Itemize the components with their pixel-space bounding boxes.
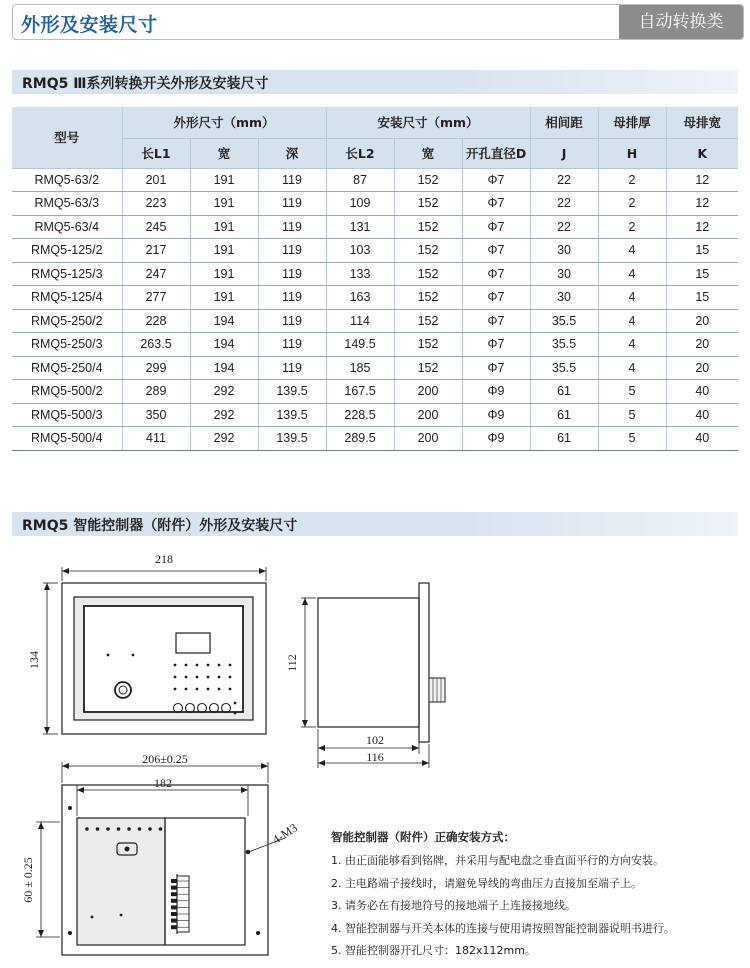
table-cell: 114	[326, 309, 394, 333]
table-cell: 289.5	[326, 427, 394, 451]
table-cell: 292	[190, 427, 258, 451]
table-cell: Φ9	[462, 403, 530, 427]
table-cell: 152	[394, 262, 462, 286]
table-cell: 15	[666, 239, 738, 263]
dim-mount-width: 182	[154, 776, 172, 790]
table-cell: 109	[326, 192, 394, 216]
model-cell: RMQ5-125/4	[12, 286, 122, 310]
table-cell: 133	[326, 262, 394, 286]
table-cell: 40	[666, 403, 738, 427]
front-view	[43, 567, 266, 734]
table-cell: 191	[190, 215, 258, 239]
notes-item: 2. 主电路端子接线时，请避免导线的弯曲压力直接加至端子上。	[331, 876, 642, 890]
table-cell: 139.5	[258, 380, 326, 404]
table-cell: 191	[190, 168, 258, 192]
table-cell: Φ7	[462, 286, 530, 310]
table-cell: Φ9	[462, 427, 530, 451]
table-cell: 119	[258, 192, 326, 216]
table-cell: 163	[326, 286, 394, 310]
header-phase-spacing: 相间距	[530, 107, 598, 138]
table-cell: 40	[666, 380, 738, 404]
header-busbar-thickness: 母排厚	[598, 107, 666, 138]
table-cell: 20	[666, 356, 738, 380]
model-cell: RMQ5-500/3	[12, 403, 122, 427]
table-cell: 152	[394, 192, 462, 216]
table-row	[12, 239, 738, 263]
notes-title: 智能控制器（附件）正确安装方式：	[331, 830, 515, 844]
table-cell: 4	[598, 262, 666, 286]
table-row	[12, 309, 738, 333]
table-cell: 4	[598, 239, 666, 263]
table-cell: 228	[122, 309, 190, 333]
header-busbar-width: 母排宽	[666, 107, 738, 138]
page-header	[12, 4, 744, 40]
model-cell: RMQ5-500/2	[12, 380, 122, 404]
notes-item: 5. 智能控制器开孔尺寸：182x112mm。	[331, 944, 536, 957]
dim-screw-label: 4-M3	[269, 820, 300, 847]
table-cell: 2	[598, 168, 666, 192]
table-row	[12, 427, 738, 451]
table-cell: Φ7	[462, 262, 530, 286]
table-cell: 185	[326, 356, 394, 380]
table-row	[12, 192, 738, 216]
table-cell: 152	[394, 215, 462, 239]
table-cell: 4	[598, 309, 666, 333]
table-cell: 119	[258, 168, 326, 192]
table-cell: 12	[666, 192, 738, 216]
table-cell: 119	[258, 333, 326, 357]
table-cell: 5	[598, 403, 666, 427]
table-cell: 5	[598, 380, 666, 404]
table-cell: 61	[530, 380, 598, 404]
subheader: 开孔直径D	[462, 138, 530, 168]
table-cell: 200	[394, 380, 462, 404]
table-row	[12, 380, 738, 404]
model-cell: RMQ5-250/3	[12, 333, 122, 357]
table-cell: 223	[122, 192, 190, 216]
model-cell: RMQ5-63/3	[12, 192, 122, 216]
table-cell: 247	[122, 262, 190, 286]
notes-item: 4. 智能控制器与开关本体的连接与使用请按照智能控制器说明书进行。	[331, 921, 675, 935]
table-cell: 152	[394, 286, 462, 310]
table-cell: 119	[258, 309, 326, 333]
table-row	[12, 215, 738, 239]
table-cell: 139.5	[258, 427, 326, 451]
model-cell: RMQ5-63/4	[12, 215, 122, 239]
notes-item: 1. 由正面能够看到铭牌，并采用与配电盘之垂直面平行的方向安装。	[331, 854, 664, 867]
table-cell: 152	[394, 168, 462, 192]
table-cell: 40	[666, 427, 738, 451]
table-cell: 292	[190, 380, 258, 404]
table-cell: 2	[598, 215, 666, 239]
header-outline: 外形尺寸（mm）	[122, 107, 326, 138]
subheader: K	[666, 138, 738, 168]
table-cell: 200	[394, 427, 462, 451]
table-row	[12, 286, 738, 310]
dim-mount-height-tol: 60 ± 0.25	[21, 857, 35, 903]
installation-notes	[331, 829, 736, 967]
model-cell: RMQ5-250/4	[12, 356, 122, 380]
table-cell: 119	[258, 239, 326, 263]
table-cell: 167.5	[326, 380, 394, 404]
model-cell: RMQ5-125/3	[12, 262, 122, 286]
table-cell: 22	[530, 215, 598, 239]
table-cell: 277	[122, 286, 190, 310]
table-cell: 152	[394, 309, 462, 333]
table-cell: 217	[122, 239, 190, 263]
table-cell: 245	[122, 215, 190, 239]
section-title-2: RMQ5 智能控制器（附件）外形及安装尺寸	[22, 518, 298, 534]
table-cell: 191	[190, 286, 258, 310]
table-cell: 119	[258, 215, 326, 239]
table-cell: Φ7	[462, 356, 530, 380]
table-cell: 149.5	[326, 333, 394, 357]
subheader: 宽	[394, 138, 462, 168]
table-cell: 299	[122, 356, 190, 380]
table-cell: Φ7	[462, 239, 530, 263]
table-cell: 201	[122, 168, 190, 192]
table-cell: 191	[190, 239, 258, 263]
table-cell: 200	[394, 403, 462, 427]
table-cell: 30	[530, 239, 598, 263]
dim-mount-width-tol: 206±0.25	[142, 752, 188, 766]
table-cell: 12	[666, 215, 738, 239]
table-cell: 289	[122, 380, 190, 404]
dim-side-height: 112	[285, 654, 299, 672]
table-cell: 2	[598, 192, 666, 216]
table-cell: 61	[530, 403, 598, 427]
table-cell: 4	[598, 356, 666, 380]
category-badge: 自动转换类	[619, 5, 743, 39]
table-cell: 292	[190, 403, 258, 427]
table-cell: 350	[122, 403, 190, 427]
table-cell: 152	[394, 356, 462, 380]
model-cell: RMQ5-500/4	[12, 427, 122, 451]
table-cell: 228.5	[326, 403, 394, 427]
table-cell: Φ7	[462, 215, 530, 239]
table-cell: 263.5	[122, 333, 190, 357]
table-cell: 4	[598, 286, 666, 310]
model-cell: RMQ5-125/2	[12, 239, 122, 263]
table-row	[12, 333, 738, 357]
subheader: 长L2	[326, 138, 394, 168]
dim-front-width: 218	[155, 552, 173, 566]
table-cell: 35.5	[530, 333, 598, 357]
table-row	[12, 356, 738, 380]
table-cell: 22	[530, 192, 598, 216]
table-cell: 30	[530, 286, 598, 310]
table-cell: 119	[258, 262, 326, 286]
page-title: 外形及安装尺寸	[21, 14, 158, 36]
table-cell: 131	[326, 215, 394, 239]
dim-side-depth-inner: 102	[366, 733, 384, 747]
table-cell: 152	[394, 239, 462, 263]
section-title-bar-2	[12, 512, 738, 536]
table-cell: Φ7	[462, 333, 530, 357]
table-cell: 119	[258, 286, 326, 310]
spec-table	[12, 107, 738, 451]
dim-side-depth-outer: 116	[366, 750, 384, 764]
table-cell: 194	[190, 333, 258, 357]
table-cell: 15	[666, 262, 738, 286]
table-cell: 87	[326, 168, 394, 192]
table-cell: 411	[122, 427, 190, 451]
subheader: 深	[258, 138, 326, 168]
mounting-view	[36, 762, 285, 955]
table-cell: 4	[598, 333, 666, 357]
subheader: J	[530, 138, 598, 168]
table-cell: Φ7	[462, 168, 530, 192]
header-install: 安装尺寸（mm）	[326, 107, 530, 138]
section-title-1: RMQ5 Ⅲ系列转换开关外形及安装尺寸	[22, 76, 269, 92]
notes-item: 3. 请务必在有接地符号的接地端子上连接接地线。	[331, 899, 576, 912]
table-cell: 191	[190, 262, 258, 286]
table-row	[12, 168, 738, 192]
table-row	[12, 403, 738, 427]
table-cell: 191	[190, 192, 258, 216]
table-cell: 152	[394, 333, 462, 357]
header-model: 型号	[12, 107, 122, 168]
table-cell: 194	[190, 309, 258, 333]
table-row	[12, 262, 738, 286]
table-cell: 35.5	[530, 309, 598, 333]
table-cell: 15	[666, 286, 738, 310]
table-cell: 103	[326, 239, 394, 263]
table-cell: 12	[666, 168, 738, 192]
subheader: 宽	[190, 138, 258, 168]
table-cell: 35.5	[530, 356, 598, 380]
table-cell: Φ9	[462, 380, 530, 404]
table-cell: 61	[530, 427, 598, 451]
model-cell: RMQ5-63/2	[12, 168, 122, 192]
table-cell: 5	[598, 427, 666, 451]
model-cell: RMQ5-250/2	[12, 309, 122, 333]
table-cell: 30	[530, 262, 598, 286]
section-title-bar-1	[12, 70, 738, 94]
dim-front-height: 134	[27, 651, 41, 669]
table-cell: Φ7	[462, 309, 530, 333]
table-cell: 139.5	[258, 403, 326, 427]
table-cell: 194	[190, 356, 258, 380]
table-cell: 20	[666, 309, 738, 333]
subheader: 长L1	[122, 138, 190, 168]
subheader: H	[598, 138, 666, 168]
table-cell: 20	[666, 333, 738, 357]
table-cell: 22	[530, 168, 598, 192]
table-cell: Φ7	[462, 192, 530, 216]
table-cell: 119	[258, 356, 326, 380]
